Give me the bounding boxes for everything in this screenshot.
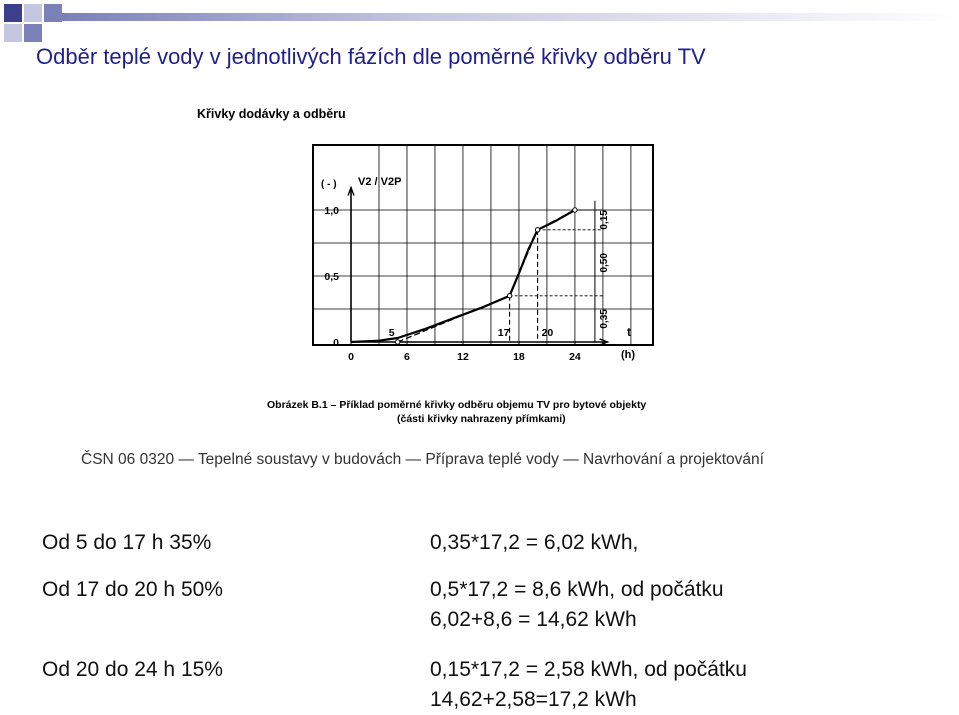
calc-left-1: Od 5 do 17 h 35%	[42, 531, 212, 554]
decor-square	[44, 4, 62, 22]
y-tick-label: 0	[333, 337, 339, 349]
calc-right-3b: 14,62+2,58=17,2 kWh	[430, 688, 637, 711]
x-unit-label: (h)	[621, 349, 636, 361]
decor-square	[4, 4, 22, 22]
series-point	[573, 208, 577, 212]
calc-left-3: Od 20 do 24 h 15%	[42, 658, 223, 681]
series-point	[507, 294, 511, 298]
series-point	[395, 340, 399, 344]
calc-right-2b: 6,02+8,6 = 14,62 kWh	[430, 608, 637, 631]
figure-caption: Obrázek B.1 – Příklad poměrné křivky odběru objemu TV pro bytové objekty	[267, 399, 647, 411]
chart	[197, 100, 735, 430]
calc-right-1: 0,35*17,2 = 6,02 kWh,	[430, 531, 639, 554]
header-rule	[62, 13, 959, 21]
share-label: 0,35	[598, 309, 610, 329]
x-tick-label: 18	[513, 351, 525, 363]
figure-caption-2: (části křivky nahrazeny přímkami)	[397, 413, 566, 425]
source-reference: ČSN 06 0320 — Tepelné soustavy v budovách — Příprava teplé vody — Navrhování a projektování	[81, 451, 764, 468]
marker-label: 5	[388, 327, 395, 339]
x-tick-label: 0	[348, 351, 354, 363]
y-tick-label: 1,0	[324, 205, 339, 217]
marker-label: 20	[541, 327, 554, 339]
decor-square	[24, 4, 42, 22]
slide-title: Odběr teplé vody v jednotlivých fázích dle poměrné křivky odběru TV	[36, 44, 706, 69]
chart-labels	[321, 176, 635, 363]
decor-square	[24, 24, 42, 42]
x-axis-label: t	[627, 325, 631, 339]
calc-right-2: 0,5*17,2 = 8,6 kWh, od počátku	[430, 578, 724, 601]
calc-right-3: 0,15*17,2 = 2,58 kWh, od počátku	[430, 658, 747, 681]
y-unit-label: ( - )	[321, 179, 337, 190]
chart-title: Křivky dodávky a odběru	[197, 107, 346, 121]
decor-square	[4, 24, 22, 42]
share-label: 0,15	[598, 210, 610, 230]
series-point	[535, 228, 539, 232]
x-tick-label: 12	[457, 351, 469, 363]
calc-left-2: Od 17 do 20 h 50%	[42, 578, 223, 601]
share-label: 0,50	[598, 253, 610, 273]
corner-decoration	[0, 0, 80, 45]
y-axis-label: V2 / V2P	[358, 176, 402, 188]
x-tick-label: 24	[569, 351, 581, 363]
y-tick-label: 0,5	[324, 271, 339, 283]
marker-label: 17	[497, 327, 510, 339]
x-tick-label: 6	[404, 351, 410, 363]
chart-axes	[348, 188, 608, 346]
